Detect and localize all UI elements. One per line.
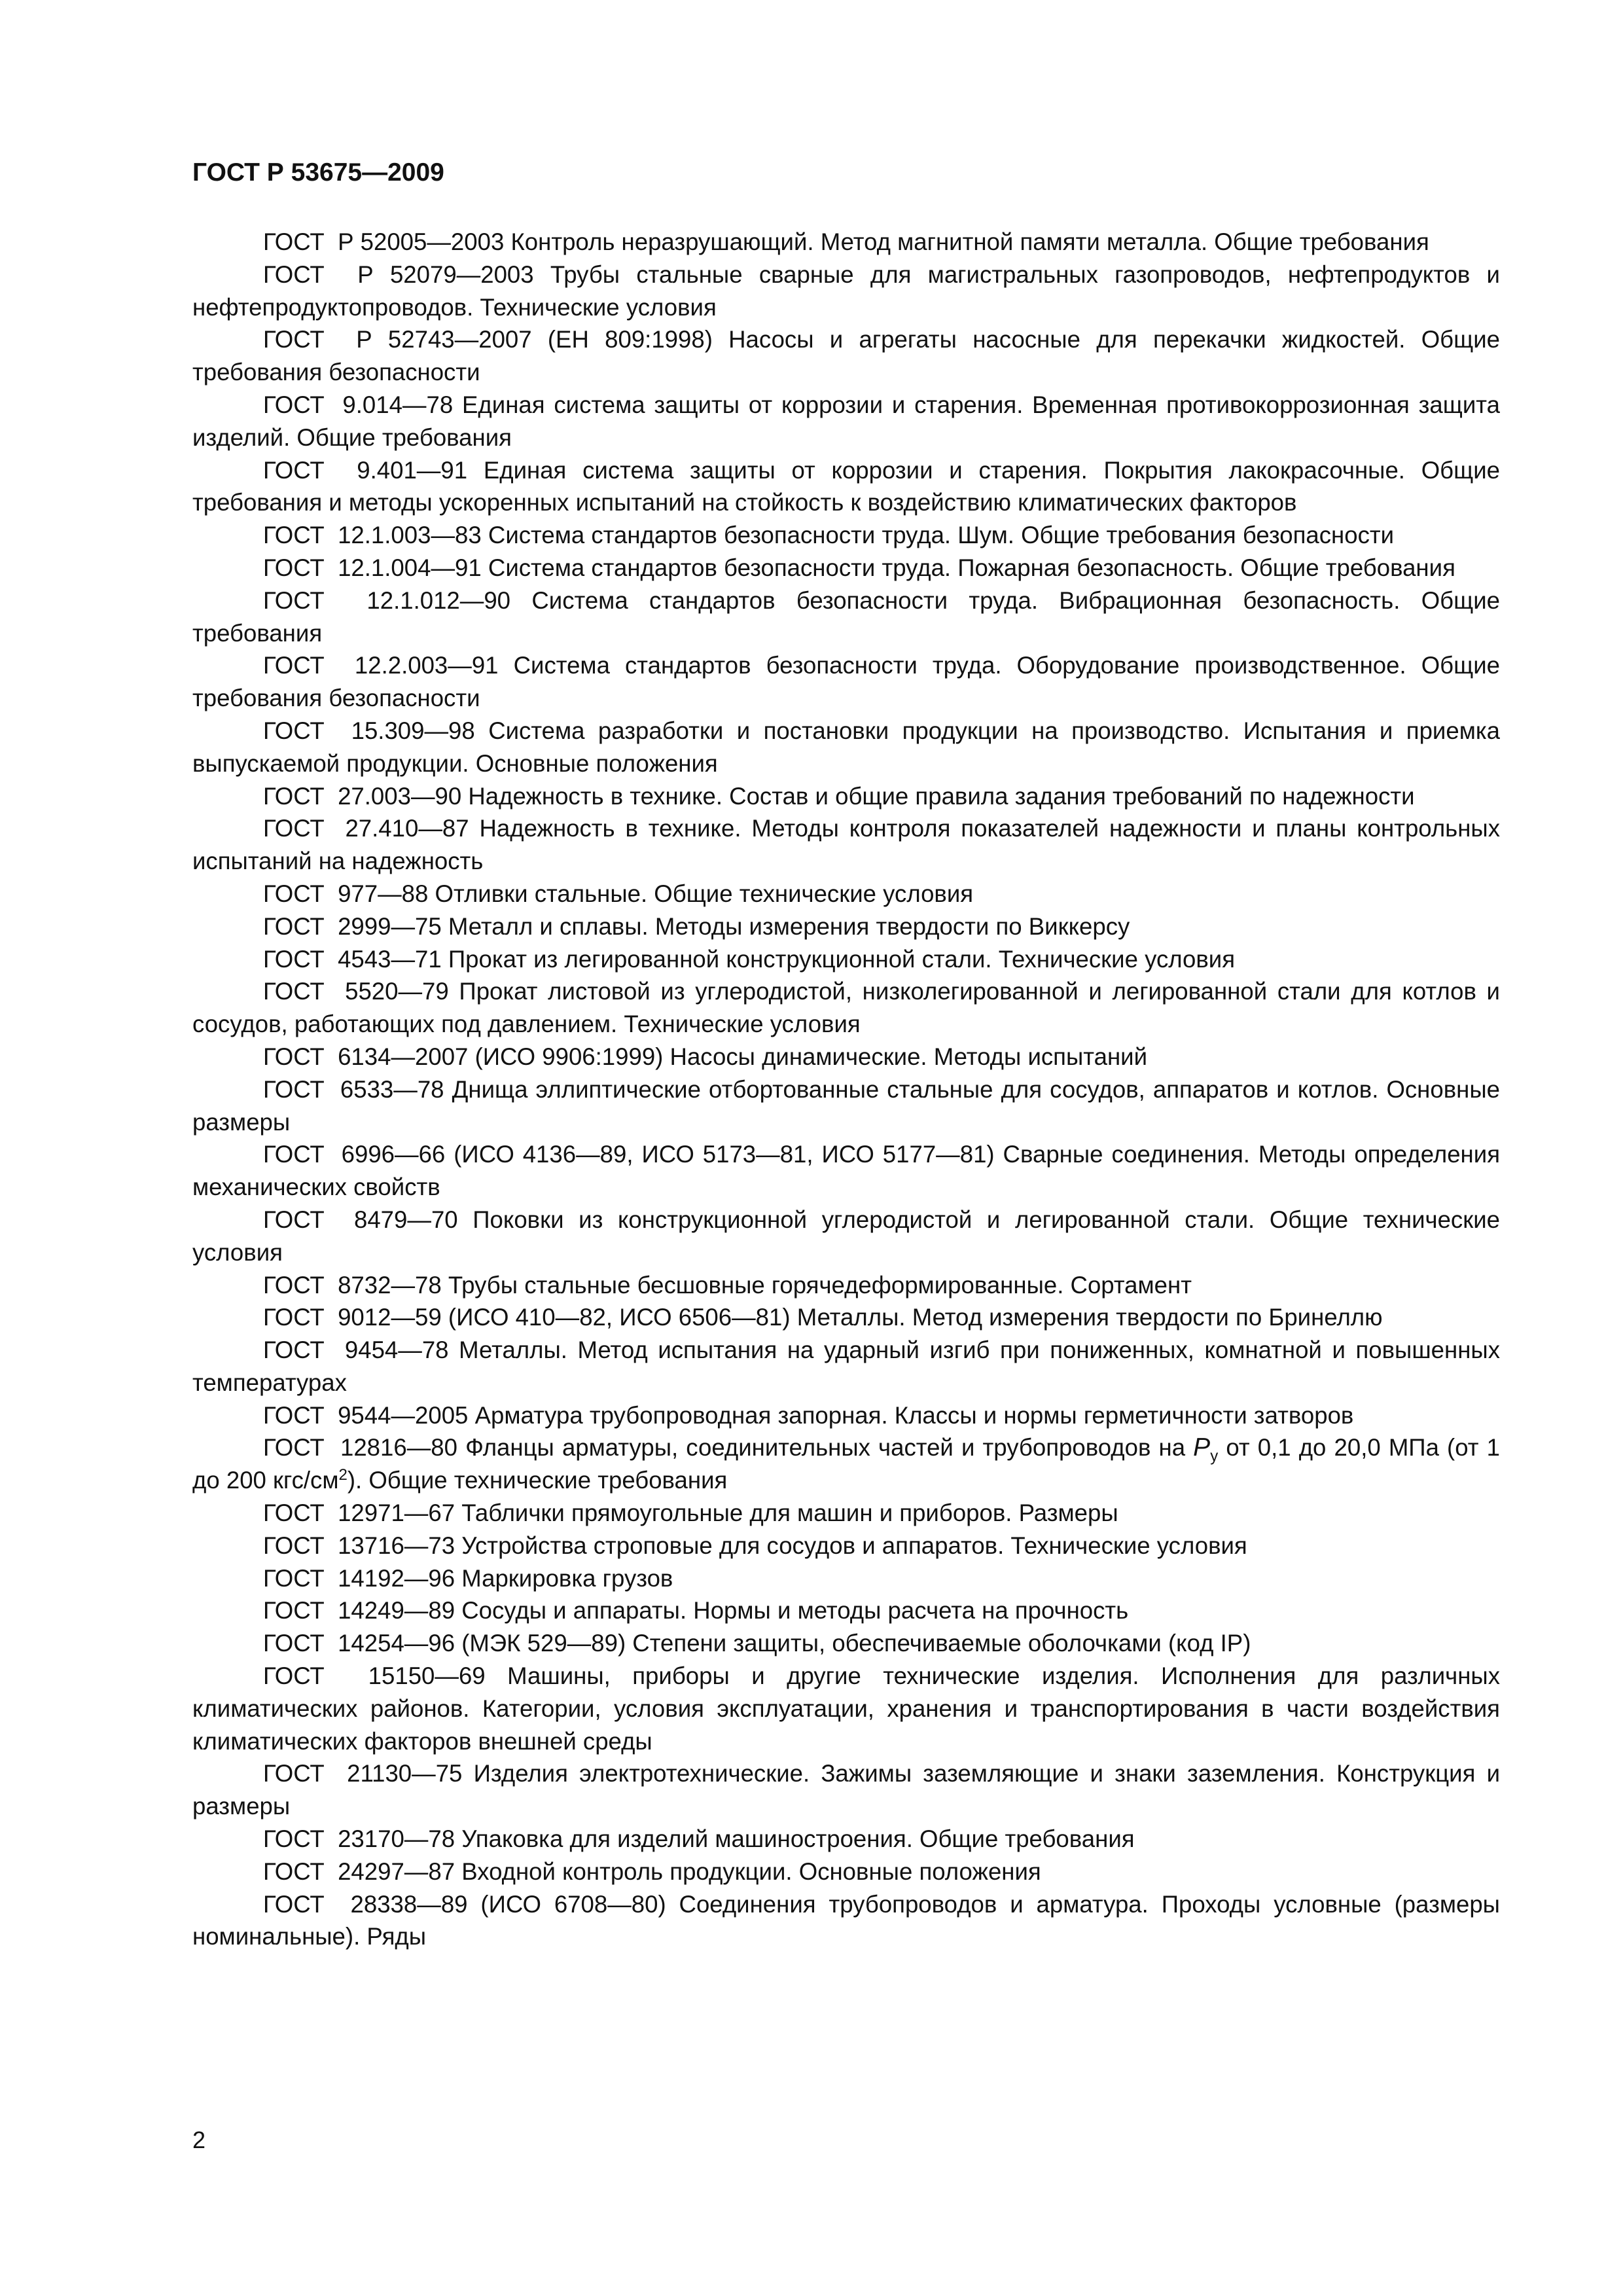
reference-item	[192, 1497, 1500, 1530]
normative-references-list	[192, 226, 1500, 1953]
reference-item	[192, 1431, 1500, 1497]
reference-code: ГОСТ 12.1.012—90	[263, 586, 511, 614]
reference-item	[192, 1073, 1500, 1139]
reference-code: ГОСТ 9.014—78	[263, 391, 454, 418]
reference-code: ГОСТ 8732—78	[263, 1271, 442, 1299]
reference-title-part: ). Общие технические требования	[347, 1467, 728, 1494]
reference-code: ГОСТ 27.003—90	[263, 782, 462, 810]
reference-item	[192, 1627, 1500, 1660]
reference-code: ГОСТ 14249—89	[263, 1597, 455, 1624]
reference-item	[192, 454, 1500, 520]
reference-item	[192, 1301, 1500, 1334]
reference-code: ГОСТ 9012—59	[263, 1304, 442, 1331]
reference-title: Надежность в технике. Методы контроля показателей надежности и планы контрольных испытаний на надежность	[192, 815, 1501, 875]
reference-code: ГОСТ 9544—2005	[263, 1401, 469, 1429]
reference-code: ГОСТ 977—88	[263, 880, 429, 907]
reference-item	[192, 1562, 1500, 1595]
reference-code: ГОСТ 24297—87	[263, 1857, 455, 1885]
reference-title: Единая система защиты от коррозии и старения. Временная противокоррозионная защита изделий. Общие требования	[192, 391, 1500, 451]
reference-code: ГОСТ 12.2.003—91	[263, 652, 499, 679]
reference-item	[192, 649, 1500, 715]
reference-item	[192, 878, 1500, 910]
pressure-symbol: P	[1193, 1433, 1211, 1462]
reference-item	[192, 1399, 1500, 1432]
reference-title: Металлы. Метод испытания на ударный изгиб при пониженных, комнатной и повышенных температурах	[192, 1336, 1500, 1396]
reference-item	[192, 812, 1500, 878]
reference-title: Отливки стальные. Общие технические условия	[435, 880, 974, 907]
reference-code: ГОСТ Р 52005—2003	[263, 228, 505, 255]
reference-code: ГОСТ 14192—96	[263, 1564, 455, 1592]
reference-code: ГОСТ Р 52079—2003	[263, 260, 534, 288]
reference-title: Машины, приборы и другие технические изделия. Исполнения для различных климатических районов. Категории, условия эксплуатации, хранения и транспортирования в части воздействия климатических факторов внешней среды	[192, 1662, 1500, 1755]
document-header: ГОСТ Р 53675—2009	[192, 158, 444, 187]
reference-title: Система разработки и постановки продукции на производство. Испытания и приемка выпускаемой продукции. Основные положения	[192, 717, 1501, 777]
reference-title: Контроль неразрушающий. Метод магнитной памяти металла. Общие требования	[510, 228, 1429, 255]
reference-code: ГОСТ 6996—66	[263, 1141, 446, 1168]
reference-title: (ЕН 809:1998) Насосы и агрегаты насосные для перекачки жидкостей. Общие требования безопасности	[192, 326, 1500, 386]
reference-code: ГОСТ 9.401—91	[263, 456, 468, 484]
reference-title: Маркировка грузов	[461, 1564, 673, 1592]
reference-item	[192, 715, 1500, 780]
reference-title: Изделия электротехнические. Зажимы заземляющие и знаки заземления. Конструкция и размеры	[192, 1760, 1501, 1820]
reference-code: ГОСТ 23170—78	[263, 1825, 455, 1853]
reference-title: Упаковка для изделий машиностроения. Общие требования	[461, 1825, 1135, 1853]
reference-code: ГОСТ 27.410—87	[263, 815, 469, 842]
reference-title: Сосуды и аппараты. Нормы и методы расчета на прочность	[461, 1597, 1129, 1624]
reference-title: Система стандартов безопасности труда. Вибрационная безопасность. Общие требования	[192, 586, 1500, 647]
reference-item	[192, 584, 1500, 650]
page-number: 2	[192, 2126, 206, 2153]
reference-title: Днища эллиптические отбортованные стальные для сосудов, аппаратов и котлов. Основные размеры	[192, 1075, 1500, 1136]
reference-title: Металл и сплавы. Методы измерения твердости по Виккерсу	[448, 912, 1130, 940]
unit-superscript: 2	[338, 1466, 348, 1484]
reference-code: ГОСТ Р 52743—2007	[263, 326, 532, 353]
reference-item	[192, 943, 1500, 976]
reference-code: ГОСТ 6134—2007	[263, 1043, 469, 1070]
reference-title: Система стандартов безопасности труда. Оборудование производственное. Общие требования безопасности	[192, 652, 1500, 712]
reference-title: Надежность в технике. Состав и общие правила задания требований по надежности	[468, 782, 1415, 810]
reference-item	[192, 1856, 1500, 1888]
reference-title: Трубы стальные сварные для магистральных газопроводов, нефтепродуктов и нефтепродуктопроводов. Технические условия	[192, 260, 1500, 321]
reference-item	[192, 389, 1500, 454]
reference-item	[192, 226, 1500, 259]
reference-code: ГОСТ 6533—78	[263, 1075, 444, 1103]
reference-code: ГОСТ 2999—75	[263, 912, 442, 940]
reference-item	[192, 780, 1500, 813]
reference-code: ГОСТ 21130—75	[263, 1760, 463, 1787]
reference-code: ГОСТ 8479—70	[263, 1206, 458, 1233]
reference-title: (ИСО 9906:1999) Насосы динамические. Методы испытаний	[474, 1043, 1148, 1070]
reference-title-part: Фланцы арматуры, соединительных частей и трубопроводов на	[465, 1434, 1186, 1462]
reference-code: ГОСТ 13716—73	[263, 1532, 455, 1559]
reference-title-part: от 0,1 до 20,0 МПа (от 1 до 200 кгс/см	[192, 1434, 1500, 1494]
reference-title: (ИСО 6708—80) Соединения трубопроводов и арматура. Проходы условные (размеры номинальные). Ряды	[192, 1890, 1500, 1950]
reference-code: ГОСТ 15.309—98	[263, 717, 475, 744]
reference-title: Устройства строповые для сосудов и аппаратов. Технические условия	[461, 1532, 1247, 1559]
reference-title: Единая система защиты от коррозии и старения. Покрытия лакокрасочные. Общие требования и методы ускоренных испытаний на стойкость к воздействию климатических факторов	[192, 456, 1500, 516]
reference-title: (ИСО 410—82, ИСО 6506—81) Металлы. Метод измерения твердости по Бринеллю	[448, 1304, 1383, 1331]
reference-item	[192, 259, 1500, 324]
reference-item	[192, 1138, 1500, 1204]
reference-title: Система стандартов безопасности труда. Пожарная безопасность. Общие требования	[488, 554, 1455, 581]
reference-code: ГОСТ 28338—89	[263, 1890, 468, 1918]
reference-title: (МЭК 529—89) Степени защиты, обеспечиваемые оболочками (код IP)	[461, 1630, 1251, 1657]
reference-item	[192, 1660, 1500, 1757]
reference-title: Трубы стальные бесшовные горячедеформированные. Сортамент	[448, 1271, 1192, 1299]
reference-title: (ИСО 4136—89, ИСО 5173—81, ИСО 5177—81) Сварные соединения. Методы определения механических свойств	[192, 1141, 1500, 1201]
pressure-subscript: у	[1210, 1447, 1219, 1465]
reference-item	[192, 1888, 1500, 1954]
reference-item	[192, 1041, 1500, 1073]
reference-title: Прокат из легированной конструкционной стали. Технические условия	[448, 945, 1236, 973]
reference-item	[192, 1269, 1500, 1302]
reference-code: ГОСТ 4543—71	[263, 945, 442, 973]
reference-code: ГОСТ 14254—96	[263, 1630, 455, 1657]
reference-item	[192, 323, 1500, 389]
reference-title: Система стандартов безопасности труда. Шум. Общие требования безопасности	[488, 522, 1395, 549]
reference-item	[192, 1204, 1500, 1269]
reference-title: Таблички прямоугольные для машин и приборов. Размеры	[461, 1499, 1118, 1527]
reference-title: Поковки из конструкционной углеродистой и легированной стали. Общие технические условия	[192, 1206, 1500, 1266]
reference-title: Входной контроль продукции. Основные положения	[461, 1857, 1041, 1885]
reference-title: Прокат листовой из углеродистой, низколегированной и легированной стали для котлов и сосудов, работающих под давлением. Технические условия	[192, 978, 1500, 1038]
reference-code: ГОСТ 12816—80	[263, 1434, 457, 1462]
reference-item	[192, 1594, 1500, 1627]
reference-code: ГОСТ 12971—67	[263, 1499, 455, 1527]
reference-item	[192, 1334, 1500, 1399]
reference-item	[192, 975, 1500, 1041]
reference-item	[192, 1530, 1500, 1562]
reference-item	[192, 519, 1500, 552]
reference-code: ГОСТ 15150—69	[263, 1662, 486, 1690]
reference-code: ГОСТ 9454—78	[263, 1336, 449, 1364]
reference-title: Арматура трубопроводная запорная. Классы и нормы герметичности затворов	[474, 1401, 1354, 1429]
reference-item	[192, 552, 1500, 584]
reference-code: ГОСТ 5520—79	[263, 978, 449, 1005]
reference-code: ГОСТ 12.1.003—83	[263, 522, 482, 549]
reference-item	[192, 1823, 1500, 1856]
reference-item	[192, 1757, 1500, 1823]
reference-code: ГОСТ 12.1.004—91	[263, 554, 482, 581]
reference-item	[192, 910, 1500, 943]
